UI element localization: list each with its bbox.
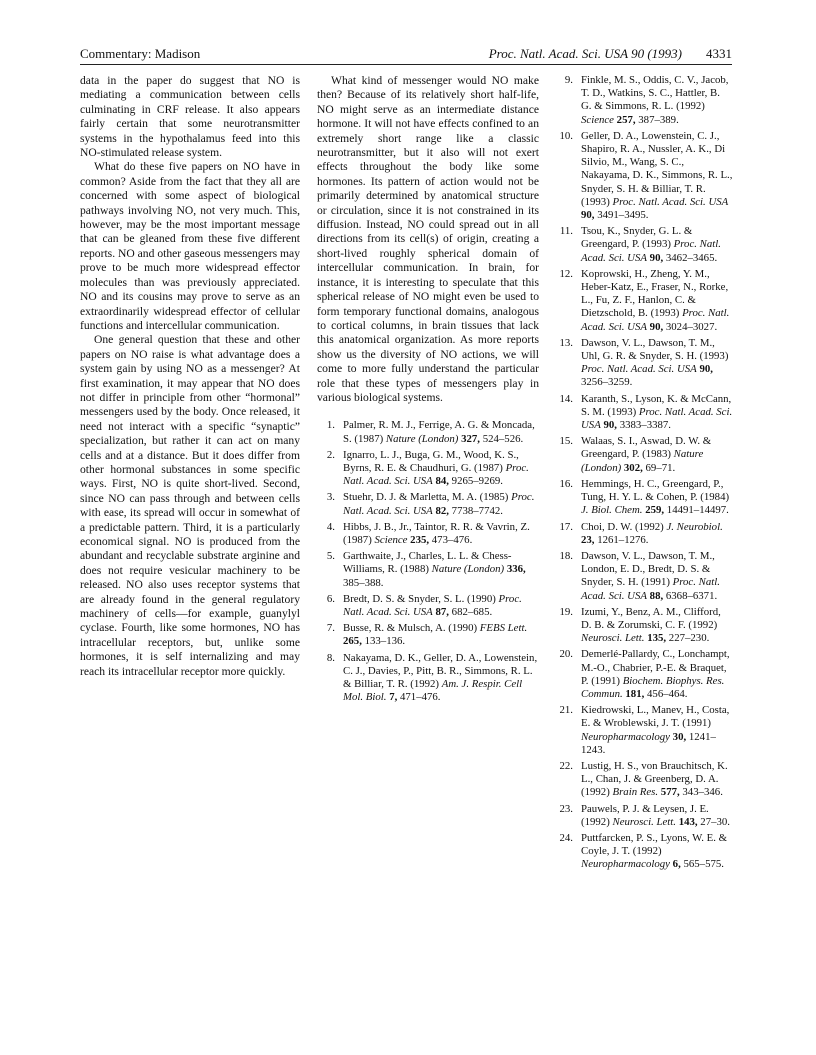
reference-journal: Proc. Natl. Acad. Sci. USA	[581, 576, 720, 602]
reference-item	[555, 704, 733, 757]
reference-pages: 9265–9269.	[451, 475, 503, 488]
reference-journal: Neurosci. Lett.	[581, 632, 645, 645]
reference-item	[555, 803, 733, 829]
reference-authors: Dawson, V. L., Dawson, T. M., London, E. D., Bredt, D. S. & Snyder, S. H. (1991)	[581, 549, 715, 589]
reference-authors: Choi, D. W. (1992)	[581, 520, 664, 533]
reference-pages: 456–464.	[647, 687, 688, 700]
reference-pages: 227–230.	[668, 632, 710, 645]
reference-volume: 336,	[506, 563, 526, 576]
reference-item	[555, 268, 733, 334]
reference-item	[555, 225, 733, 265]
reference-journal: Proc. Natl. Acad. Sci. USA	[343, 491, 535, 517]
reference-number: 24.	[559, 831, 573, 844]
reference-item	[555, 521, 733, 547]
reference-volume: 90,	[649, 320, 664, 333]
reference-volume: 181,	[625, 687, 645, 700]
reference-journal: Proc. Natl. Acad. Sci. USA	[581, 238, 721, 264]
reference-item	[555, 760, 733, 800]
reference-volume: 82,	[435, 504, 449, 517]
reference-volume: 7,	[389, 691, 398, 704]
header-rule	[80, 64, 732, 65]
journal-citation: Proc. Natl. Acad. Sci. USA 90 (1993)	[488, 46, 682, 61]
reference-number: 20.	[559, 648, 573, 661]
reference-authors: Stuehr, D. J. & Marletta, M. A. (1985)	[343, 491, 509, 504]
reference-item	[317, 491, 539, 517]
reference-number: 16.	[559, 477, 573, 490]
reference-volume: 90,	[581, 209, 595, 222]
reference-volume: 135,	[647, 632, 667, 645]
running-header-journal	[489, 46, 732, 62]
reference-volume: 30,	[672, 730, 687, 743]
reference-authors: Dawson, V. L., Dawson, T. M., Uhl, G. R. & Snyder, S. H. (1993)	[581, 336, 729, 363]
reference-volume: 6,	[672, 858, 681, 871]
reference-number: 1.	[326, 419, 335, 432]
reference-volume: 84,	[435, 475, 449, 488]
reference-number: 2.	[326, 448, 335, 461]
reference-journal: Science	[581, 113, 614, 126]
reference-number: 11.	[559, 225, 573, 238]
reference-volume: 302,	[623, 461, 643, 474]
reference-journal: Science	[374, 533, 408, 546]
reference-authors: Hibbs, J. B., Jr., Taintor, R. R. & Vavrin, Z. (1987)	[343, 520, 530, 546]
reference-pages: 471–476.	[400, 691, 441, 704]
reference-volume: 577,	[660, 786, 680, 799]
reference-journal: FEBS Lett.	[479, 622, 528, 635]
reference-volume: 90,	[699, 363, 713, 376]
reference-item	[317, 622, 539, 648]
reference-volume: 143,	[678, 815, 698, 828]
reference-journal: Nature (London)	[385, 432, 459, 445]
reference-journal: Proc. Natl. Acad. Sci. USA	[343, 592, 522, 618]
reference-number: 7.	[326, 622, 335, 635]
reference-volume: 235,	[410, 533, 430, 546]
reference-item	[317, 652, 539, 705]
reference-pages: 6368–6371.	[665, 589, 718, 602]
reference-item	[555, 550, 733, 603]
running-header-section: Commentary: Madison	[80, 46, 201, 61]
reference-item	[555, 435, 733, 475]
reference-item	[317, 550, 539, 590]
reference-journal: Neuropharmacology	[581, 858, 670, 871]
reference-authors: Puttfarcken, P. S., Lyons, W. E. & Coyle, J. T. (1992)	[581, 831, 728, 858]
reference-item	[317, 593, 539, 619]
paragraph-4: What kind of messenger would NO make then? Because of its relatively short half-life, NO might serve as an intermediate distance hormone. It will not have effects confined to an extremely short range like a classic neurotransmitter, but it also will not exert effects throughout the body like some hormones. Its pattern of action would not be primarily determined by anatomical structure or circulation, since it is not constrained in its diffusion. Instead, NO could spread out in all directions from its cell(s) of origin, creating a short-lived roughly spherical domain of intercellular communication. In brain, for instance, it is interesting to speculate that this spherical release of NO might even be used to form temporary functional domains, analogous to cortical columns, in brain tissues that lack this anatomical organization. As more reports show us the diversity of NO actions, we will come to more fully understand the particular role that these types of messengers play in various biological systems.	[317, 74, 539, 404]
reference-volume: 327,	[461, 432, 480, 445]
reference-pages: 27–30.	[700, 815, 730, 828]
reference-item	[317, 521, 539, 547]
reference-journal: Proc. Natl. Acad. Sci. USA	[581, 405, 733, 432]
reference-pages: 682–685.	[451, 605, 493, 618]
reference-number: 23.	[559, 802, 573, 815]
reference-number: 12.	[559, 267, 573, 280]
reference-authors: Finkle, M. S., Oddis, C. V., Jacob, T. D., Watkins, S. C., Hattler, B. G. & Simmons, R. L. (1992)	[581, 74, 729, 113]
reference-item	[317, 419, 539, 445]
reference-number: 18.	[559, 549, 573, 562]
reference-list-part-2	[555, 74, 733, 872]
reference-item	[555, 606, 733, 646]
reference-authors: Pauwels, P. J. & Leysen, J. E. (1992)	[581, 802, 709, 828]
reference-authors: Palmer, R. M. J., Ferrige, A. G. & Moncada, S. (1987)	[343, 419, 535, 445]
reference-number: 3.	[326, 491, 335, 504]
reference-pages: 69–71.	[645, 461, 676, 474]
reference-pages: 14491–14497.	[666, 504, 729, 517]
paragraph-2: What do these five papers on NO have in common? Aside from the fact that they all are concerned with some aspect of biological pathways involving NO, not very much. This, however, may be the most important message that can be gleaned from these five different reports. NO and other gaseous messengers may prove to be much more widespread effector molecules than was previously appreciated. NO and its cousins may prove to serve as an extraordinarily widespread effector of cellular functions and intercellular communication.	[80, 160, 300, 332]
reference-pages: 3462–3465.	[665, 251, 718, 264]
reference-volume: 90,	[649, 251, 664, 264]
reference-authors: Kiedrowski, L., Manev, H., Costa, E. & Wroblewski, J. T. (1991)	[581, 704, 730, 730]
reference-pages: 1261–1276.	[597, 533, 649, 546]
reference-item	[555, 74, 733, 127]
reference-pages: 524–526.	[482, 432, 524, 445]
reference-authors: Geller, D. A., Lowenstein, C. J., Shapiro, R. A., Nussler, A. K., Di Silvio, M., Wang, S. C., Nakayama, D. K., Simmons, R. L., Snyder, S. H. & Billiar, T. R. (1993)	[581, 129, 733, 208]
reference-authors: Busse, R. & Mulsch, A. (1990)	[343, 622, 478, 635]
paragraph-3: One general question that these and other papers on NO raise is what advantage does a system gain by using NO as a messenger? At first examination, it may appear that NO does not differ in principle from other “hormonal” messengers used by the body. Once released, it need not interact with a specific “synaptic” specialization, but rather it can act on many cells and at a distance. But it does differ from other hormonal substances in some specific ways. First, NO is quite short-lived. Second, since NO can pass through and between cells with ease, its spread will occur in somewhat of a predictable pattern. Third, it is a particularly economical signal. NO is produced from the abundant and recyclable substrate arginine and does not require vesicular machinery to be released. NO also uses receptor systems that are already found in the general regulatory machinery of cells—for example, guanylyl cyclase. Fourth, like some hormones, NO has intracellular receptors, but, unlike some hormones, it is self internalizing and may reach its intracellular receptor more quickly.	[80, 333, 300, 678]
reference-pages: 343–346.	[682, 786, 723, 799]
reference-item	[317, 449, 539, 489]
reference-item	[555, 130, 733, 222]
reference-number: 21.	[559, 704, 573, 717]
reference-authors: Nakayama, D. K., Geller, D. A., Lowenstein, C. J., Davies, P., Pitt, B. R., Simmons, R. L. & Billiar, T. R. (1992)	[343, 651, 538, 690]
reference-volume: 259,	[645, 504, 665, 517]
column-2	[317, 74, 539, 707]
paragraph-1: data in the paper do suggest that NO is mediating a communication between cells culminating in CRF release. It also appears fairly certain that some neurotransmitter systems in the hypothalamus feed into this NO-stimulated release system.	[80, 74, 300, 160]
reference-item	[555, 832, 733, 872]
reference-journal: J. Biol. Chem.	[581, 504, 643, 517]
reference-pages: 1241–1243.	[581, 730, 716, 756]
reference-authors: Karanth, S., Lyson, K. & McCann, S. M. (1993)	[581, 392, 732, 418]
reference-journal: J. Neurobiol.	[666, 520, 723, 533]
reference-journal: Neuropharmacology	[581, 730, 670, 743]
reference-number: 22.	[559, 759, 573, 772]
reference-volume: 87,	[435, 605, 449, 618]
reference-item	[555, 393, 733, 433]
reference-volume: 90,	[603, 419, 617, 432]
reference-authors: Garthwaite, J., Charles, L. L. & Chess-Williams, R. (1988)	[343, 550, 512, 576]
reference-journal: Proc. Natl. Acad. Sci. USA	[612, 195, 729, 208]
reference-authors: Koprowski, H., Zheng, Y. M., Heber-Katz, E., Fraser, N., Rorke, L., Fu, Z. F., Hanlon, C. & Dietzschold, B. (1993)	[581, 267, 729, 320]
reference-authors: Bredt, D. S. & Snyder, S. L. (1990)	[343, 592, 496, 605]
reference-number: 19.	[559, 605, 573, 618]
reference-journal: Neurosci. Lett.	[612, 815, 676, 828]
reference-pages: 3383–3387.	[619, 419, 671, 432]
reference-pages: 3491–3495.	[597, 209, 649, 222]
reference-volume: 23,	[581, 533, 595, 546]
reference-number: 6.	[326, 592, 335, 605]
reference-journal: Proc. Natl. Acad. Sci. USA	[581, 363, 697, 376]
reference-pages: 133–136.	[364, 635, 406, 648]
reference-pages: 565–575.	[683, 858, 724, 871]
reference-authors: Demerlé-Pallardy, C., Lonchampt, M.-O., Chabrier, P.-E. & Braquet, P. (1991)	[581, 648, 730, 687]
column-3	[555, 74, 733, 875]
reference-pages: 385–388.	[343, 576, 384, 589]
reference-journal: Am. J. Respir. Cell Mol. Biol.	[343, 678, 523, 704]
reference-pages: 3024–3027.	[665, 320, 718, 333]
reference-journal: Nature (London)	[431, 563, 505, 576]
reference-journal: Proc. Natl. Acad. Sci. USA	[581, 307, 730, 333]
reference-number: 5.	[326, 550, 335, 563]
reference-journal: Biochem. Biophys. Res. Commun.	[581, 674, 725, 700]
reference-authors: Walaas, S. I., Aswad, D. W. & Greengard, P. (1983)	[581, 435, 712, 461]
reference-number: 10.	[559, 129, 573, 142]
reference-authors: Ignarro, L. J., Buga, G. M., Wood, K. S., Byrns, R. E. & Chaudhuri, G. (1987)	[343, 448, 519, 474]
reference-number: 4.	[326, 520, 335, 533]
reference-journal: Nature (London)	[581, 448, 704, 474]
reference-pages: 7738–7742.	[451, 504, 503, 517]
reference-number: 13.	[559, 336, 573, 349]
reference-authors: Tsou, K., Snyder, G. L. & Greengard, P. (1993)	[581, 225, 693, 251]
reference-list-part-1	[317, 419, 539, 704]
reference-item	[555, 337, 733, 390]
reference-pages: 473–476.	[431, 533, 473, 546]
reference-pages: 387–389.	[638, 113, 679, 126]
reference-item	[555, 478, 733, 518]
reference-number: 15.	[559, 435, 573, 448]
reference-journal: Brain Res.	[612, 786, 659, 799]
reference-volume: 88,	[649, 589, 664, 602]
reference-number: 17.	[559, 520, 573, 533]
reference-volume: 265,	[343, 635, 362, 648]
reference-number: 9.	[564, 74, 573, 86]
reference-item	[555, 648, 733, 701]
page-number: 4331	[706, 46, 732, 61]
reference-pages: 3256–3259.	[581, 376, 633, 389]
reference-number: 8.	[326, 651, 335, 664]
column-1	[80, 74, 300, 679]
reference-authors: Izumi, Y., Benz, A. M., Clifford, D. B. & Zorumski, C. F. (1992)	[581, 605, 721, 631]
reference-volume: 257,	[616, 113, 636, 126]
reference-authors: Hemmings, H. C., Greengard, P., Tung, H. Y. L. & Cohen, P. (1984)	[581, 477, 730, 504]
reference-number: 14.	[559, 392, 573, 405]
reference-authors: Lustig, H. S., von Brauchitsch, K. L., Chan, J. & Greenberg, D. A. (1992)	[581, 759, 728, 799]
reference-journal: Proc. Natl. Acad. Sci. USA	[343, 461, 529, 488]
